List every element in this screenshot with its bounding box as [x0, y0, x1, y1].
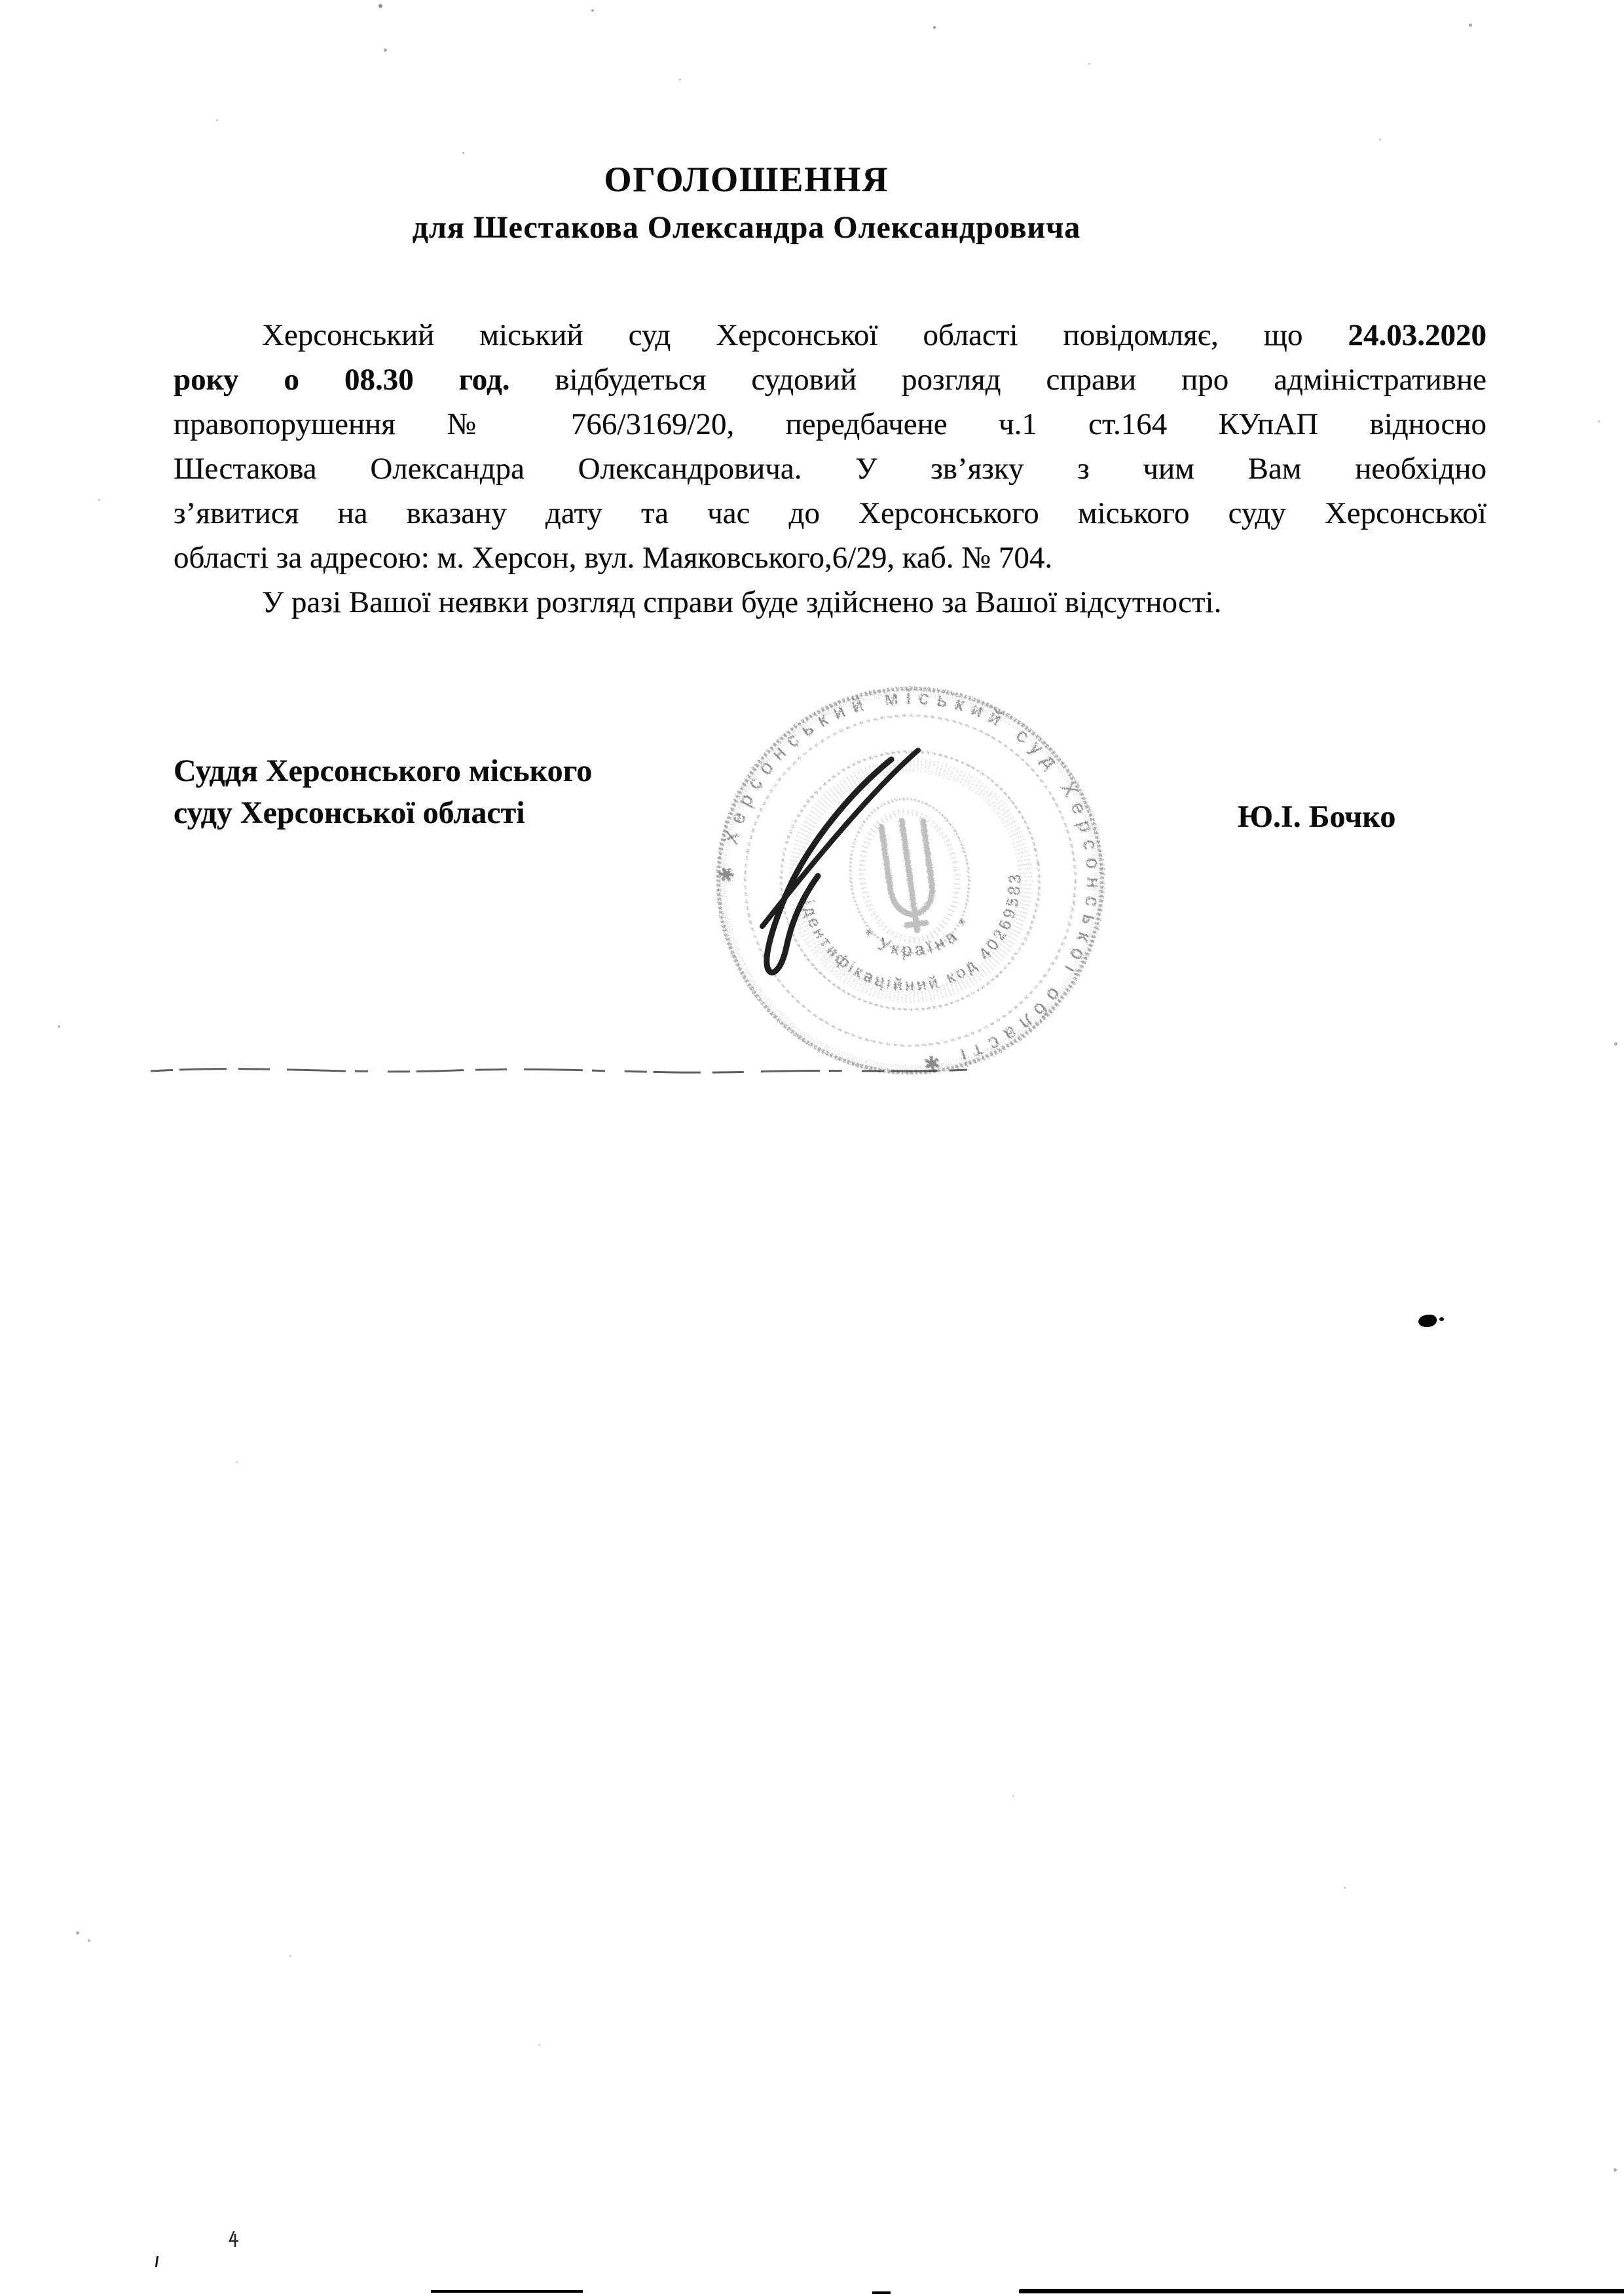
ink-blob	[1418, 1315, 1437, 1327]
text-segment: 24.03.2020	[1348, 318, 1486, 352]
scan-speck	[98, 499, 100, 501]
scan-speck	[1469, 24, 1472, 27]
crease-line	[147, 1062, 972, 1080]
scan-tick-mark	[155, 2256, 158, 2267]
text-segment: відбудеться судовий розгляд справи про адміністративне	[509, 363, 1486, 397]
text-line	[174, 536, 1486, 580]
scan-speck	[1344, 1887, 1346, 1889]
document-title: ОГОЛОШЕННЯ	[604, 160, 889, 199]
judge-title-line-2: суду Херсонської області	[174, 795, 525, 830]
scan-speck	[384, 48, 387, 52]
bottom-scan-line-2	[872, 2291, 891, 2294]
body-paragraphs	[174, 313, 1486, 625]
scan-stray-mark	[227, 2230, 241, 2248]
ink-blob-speck	[1439, 1317, 1444, 1321]
scan-speck	[378, 4, 382, 8]
scan-speck	[88, 1939, 90, 1942]
text-line	[174, 491, 1486, 536]
scan-speck	[1614, 1042, 1617, 1046]
text-segment: Шестакова Олександра Олександровича. У зв’язку з чим Вам необхідно	[174, 452, 1486, 486]
text-line	[174, 402, 1486, 446]
text-line	[174, 446, 1486, 491]
trident-icon	[881, 817, 938, 933]
scan-speck	[1614, 2168, 1617, 2172]
judge-title-line-1: Суддя Херсонського міського	[174, 754, 593, 788]
text-segment: з’явитися на вказану дату та час до Херсонського міського суду Херсонської	[174, 496, 1486, 530]
text-segment: Херсонський міський суд Херсонської області повідомляє, що	[262, 318, 1348, 352]
stamp-ink-group	[704, 681, 1116, 1093]
scan-speck	[76, 1931, 79, 1935]
text-line	[174, 357, 1486, 402]
scan-speck	[216, 119, 218, 121]
text-line	[174, 580, 1486, 625]
scan-speck	[679, 79, 681, 81]
stamp-outer-text: ✱ Херсонський міський суд Херсонської області ✱	[716, 686, 1105, 1075]
scan-speck	[58, 1025, 60, 1028]
text-line	[174, 313, 1486, 357]
scan-speck	[236, 1461, 238, 1463]
judge-name: Ю.І. Бочко	[1238, 799, 1396, 834]
stamp-country-text: * Україна *	[858, 912, 977, 960]
court-stamp	[704, 681, 1116, 1093]
scan-speck	[1598, 420, 1600, 422]
bottom-scan-line-1	[431, 2290, 583, 2293]
scan-speck	[1088, 63, 1090, 65]
scan-speck	[1012, 1795, 1014, 1797]
text-segment: року о 08.30 год.	[174, 363, 510, 397]
scan-speck	[933, 26, 936, 29]
document-subtitle: для Шестакова Олександра Олександровича	[412, 210, 1081, 245]
text-segment: У разі Вашої неявки розгляд справи буде здійснено за Вашої відсутності.	[262, 585, 1222, 619]
bottom-scan-line-3	[1019, 2289, 1624, 2293]
scan-speck	[462, 152, 464, 154]
scan-speck	[289, 1955, 291, 1957]
scan-speck	[591, 9, 594, 12]
text-segment: правопорушення № 766/3169/20, передбачене ч.1 ст.164 КУпАП відносно	[174, 407, 1486, 441]
stamp-code-text: ідентифікаційний код 40269583	[798, 871, 1025, 995]
scan-speck	[1379, 139, 1381, 141]
scan-speck	[538, 2044, 540, 2046]
text-segment: області за адресою: м. Херсон, вул. Маяковського,6/29, каб. № 704.	[174, 541, 1053, 575]
